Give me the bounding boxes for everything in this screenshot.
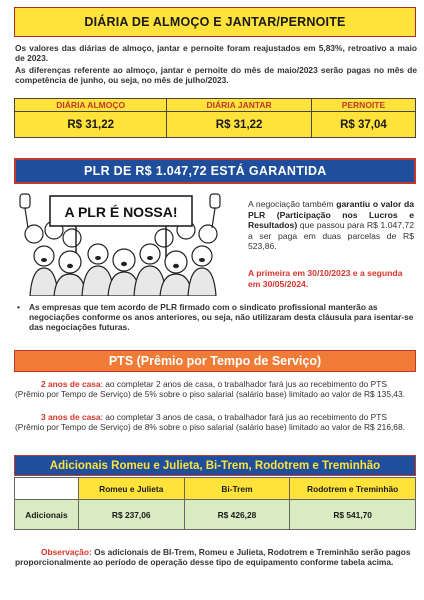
adicionais-value-rodotrem: R$ 541,70	[290, 500, 416, 530]
adicionais-header-bitrem: Bi-Trem	[184, 478, 290, 500]
adicionais-corner	[15, 478, 79, 500]
protest-illustration	[14, 190, 228, 296]
plr-title: PLR DE R$ 1.047,72 ESTÁ GARANTIDA	[14, 158, 416, 184]
diarias-paragraph-1: Os valores das diárias de almoço, jantar e pernoite foram reajustados em 5,83%, retroativo a maio de 2023.	[15, 43, 417, 64]
diarias-value-almoco: R$ 31,22	[15, 112, 167, 138]
adicionais-table	[14, 477, 416, 530]
plr-payment-dates: A primeira em 30/10/2023 e a segunda em 30/05/2024.	[248, 268, 403, 289]
plr-description-bold: garantiu o valor da PLR (Participação nos Lucros e Resultados)	[248, 199, 414, 231]
adicionais-header-rodotrem: Rodotrem e Treminhão	[290, 478, 416, 500]
diarias-header-almoco: DIÁRIA ALMOÇO	[15, 99, 167, 112]
adicionais-header-romeu: Romeu e Julieta	[78, 478, 184, 500]
adicionais-value-romeu: R$ 237,06	[78, 500, 184, 530]
pts-item-2: 3 anos de casa: ao completar 3 anos de casa, o trabalhador fará jus ao recebimento do PTS (Prêmio por Tempo de Serviço) de 8% sobre o piso salarial (salário base) limitado ao valor de R$ 216,68.	[15, 412, 405, 433]
pts-item-1: 2 anos de casa: ao completar 2 anos de casa, o trabalhador fará jus ao recebimento do PTS (Prêmio por Tempo de Serviço) de 5% sobre o piso salarial (salário base) limitado ao valor de R$ 135,43.	[15, 379, 405, 400]
diarias-paragraph-2: As diferenças referente ao almoço, jantar e pernoite do mês de maio/2023 serão pagas no mês de competência de junho, ou seja, no mês de julho/2023.	[15, 65, 417, 86]
pts-item-1-label: 2 anos de casa	[41, 379, 101, 389]
diarias-title: DIÁRIA DE ALMOÇO E JANTAR/PERNOITE	[14, 7, 416, 37]
adicionais-title: Adicionais Romeu e Julieta, Bi-Trem, Rodotrem e Treminhão	[14, 455, 416, 476]
diarias-value-jantar: R$ 31,22	[167, 112, 311, 138]
pts-item-2-label: 3 anos de casa	[41, 412, 101, 422]
protest-sign-text: A PLR É NOSSA!	[64, 204, 178, 220]
diarias-header-pernoite: PERNOITE	[311, 99, 415, 112]
plr-description: A negociação também garantiu o valor da PLR (Participação nos Lucros e Resultados) que passou para R$ 1.047,72 a ser paga em duas parcelas de R$ 523,86.	[248, 199, 414, 252]
adicionais-value-bitrem: R$ 426,28	[184, 500, 290, 530]
diarias-value-pernoite: R$ 37,04	[311, 112, 415, 138]
bullet-icon: •	[17, 302, 20, 312]
observation-label: Observação:	[41, 547, 92, 557]
adicionais-row-label: Adicionais	[15, 500, 79, 530]
adicionais-observation: Observação: Os adicionais de BI-Trem, Romeu e Julieta, Rodotrem e Treminhão serão pagos proporcionalmente ao período de operação desse tipo de equipamento conforme tabela acima.	[15, 547, 411, 568]
diarias-table	[14, 98, 416, 138]
plr-bullet-text: As empresas que tem acordo de PLR firmado com o sindicato profissional manterão as negociações conforme os anos anteriores, ou seja, não utilizaram desta cláusula para isentar-se das negociações futuras.	[29, 302, 414, 333]
diarias-header-jantar: DIÁRIA JANTAR	[167, 99, 311, 112]
plr-bullet	[15, 302, 417, 333]
pts-title: PTS (Prêmio por Tempo de Serviço)	[14, 350, 416, 372]
